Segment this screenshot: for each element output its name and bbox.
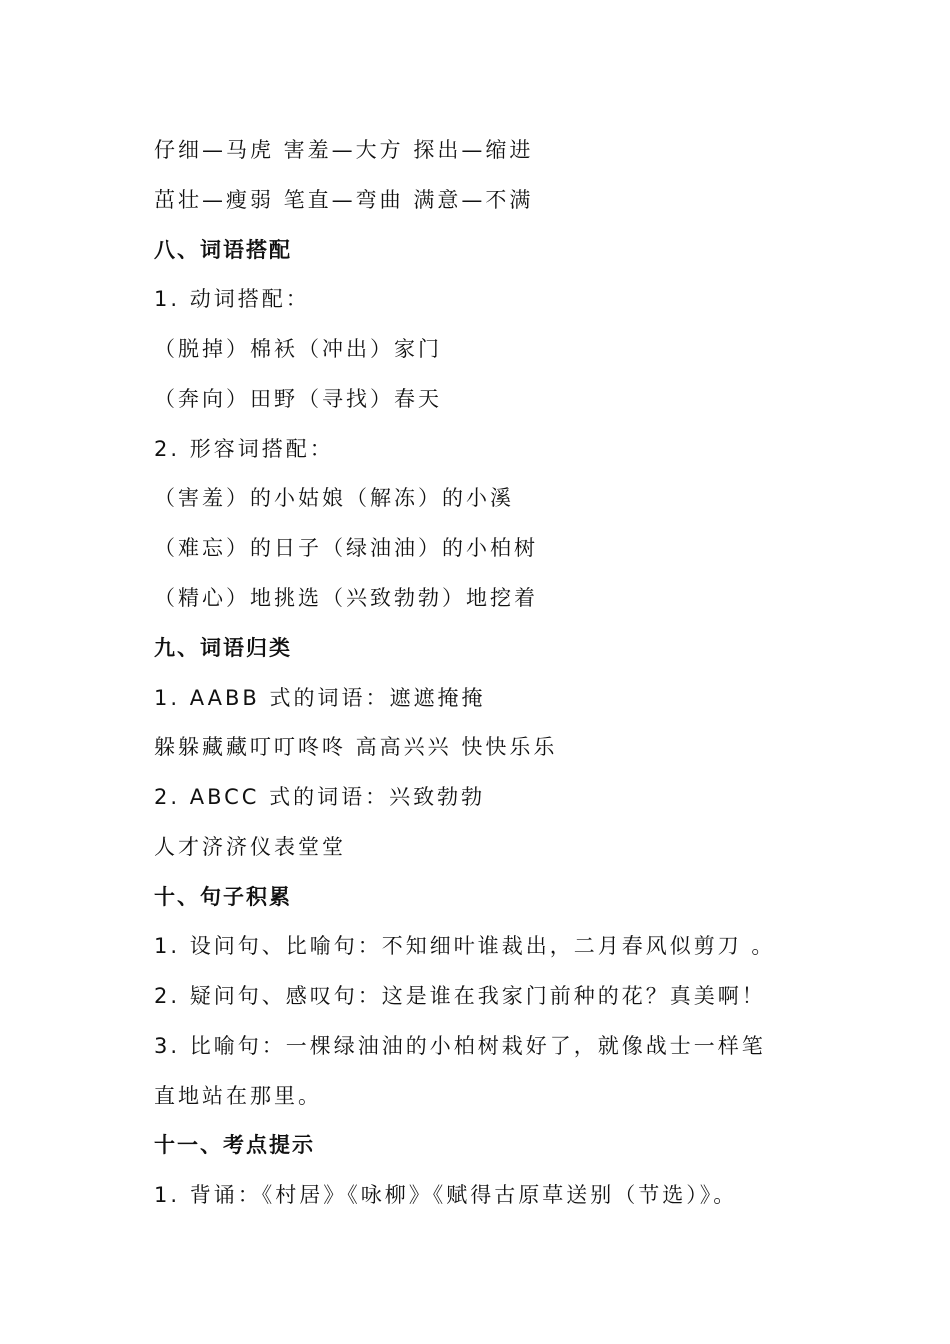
text-line: （脱掉）棉袄（冲出）家门 [154,337,442,361]
text-line: 1. 背诵：《村居》《咏柳》《赋得古原草送别（节选）》。 [154,1183,738,1207]
text-line: （精心）地挑选（兴致勃勃）地挖着 [154,586,538,610]
text-line: 茁壮—瘦弱 笔直—弯曲 满意—不满 [154,188,534,212]
text-line: 人才济济仪表堂堂 [154,835,346,859]
text-line: 躲躲藏藏叮叮咚咚 高高兴兴 快快乐乐 [154,735,558,759]
text-line: （害羞）的小姑娘（解冻）的小溪 [154,486,514,510]
text-line: 2. 形容词搭配： [154,437,334,461]
text-line: 仔细—马虎 害羞—大方 探出—缩进 [154,138,534,162]
section-heading: 十、句子积累 [154,885,292,909]
text-line: 2. 疑问句、感叹句：这是谁在我家门前种的花？真美啊！ [154,984,766,1008]
text-line: 3. 比喻句：一棵绿油油的小柏树栽好了，就像战士一样笔 [154,1034,766,1058]
text-line: 1. 动词搭配： [154,287,310,311]
text-line: 1. AABB 式的词语：遮遮掩掩 [154,686,486,710]
text-line: （难忘）的日子（绿油油）的小柏树 [154,536,538,560]
section-heading: 十一、考点提示 [154,1133,315,1157]
text-line: 直地站在那里。 [154,1084,322,1108]
text-line: 1. 设问句、比喻句：不知细叶谁裁出，二月春风似剪刀 。 [154,934,776,958]
section-heading: 八、词语搭配 [154,238,292,262]
text-line: 2. ABCC 式的词语：兴致勃勃 [154,785,486,809]
section-heading: 九、词语归类 [154,636,292,660]
text-line: （奔向）田野（寻找）春天 [154,387,442,411]
